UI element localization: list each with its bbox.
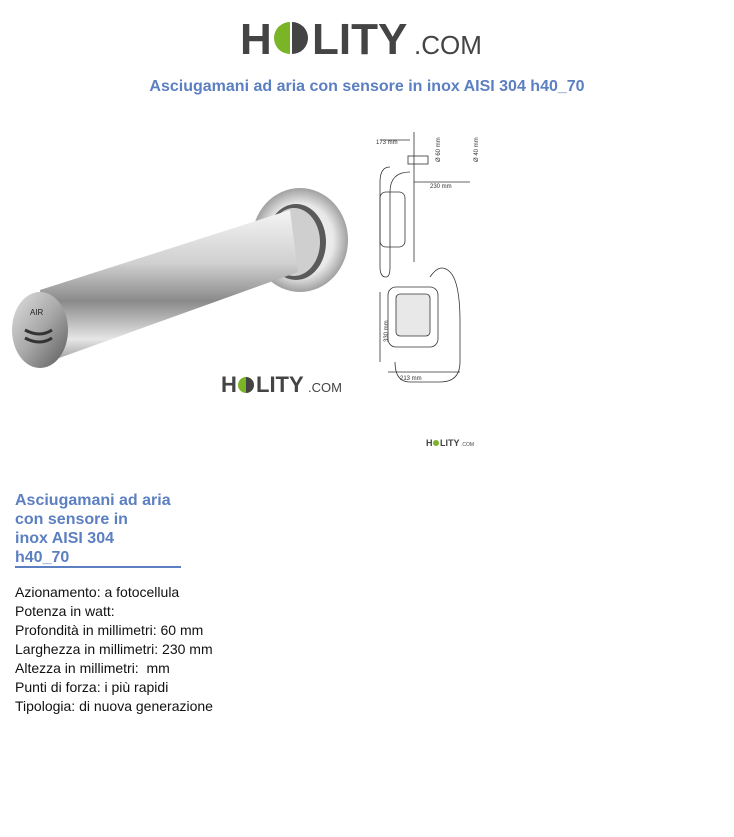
svg-text:Ø 60 mm: Ø 60 mm: [436, 137, 442, 162]
svg-text:.COM: .COM: [414, 30, 482, 60]
spec-item: Punti di forza: i più rapidi: [15, 679, 169, 695]
svg-text:H: H: [426, 438, 433, 448]
svg-text:.COM: .COM: [461, 442, 475, 448]
spec-item: Altezza in millimetri: mm: [15, 660, 170, 676]
spec-item: Potenza in watt:: [15, 603, 115, 619]
svg-text:LITY: LITY: [312, 15, 408, 64]
product-title-line: h40_70: [15, 549, 70, 566]
drawing-watermark-logo: [426, 437, 475, 449]
svg-text:173 mm: 173 mm: [376, 140, 398, 146]
technical-drawing: [370, 122, 490, 397]
svg-text:H: H: [240, 15, 272, 64]
spec-item: Larghezza in millimetri: 230 mm: [15, 641, 213, 657]
spec-list: [15, 583, 415, 716]
svg-text:LITY: LITY: [440, 438, 460, 448]
photo-watermark-logo: [221, 372, 341, 398]
svg-text:330 mm: 330 mm: [384, 320, 390, 342]
spec-item: Profondità in millimetri: 60 mm: [15, 622, 204, 638]
svg-text:LITY: LITY: [256, 372, 304, 397]
svg-text:213 mm: 213 mm: [400, 376, 422, 382]
page-title: Asciugamani ad aria con sensore in inox AISI 304 h40_70: [149, 78, 585, 95]
device-label: AIR: [30, 308, 44, 317]
product-title: [15, 491, 215, 567]
spec-item: Azionamento: a fotocellula: [15, 584, 180, 600]
product-title-line: Asciugamani ad aria: [15, 492, 171, 509]
product-title-line: inox AISI 304: [15, 530, 114, 547]
svg-text:Ø 40 mm: Ø 40 mm: [474, 137, 480, 162]
title-divider: [15, 566, 181, 568]
svg-text:.COM: .COM: [308, 380, 342, 395]
svg-text:H: H: [221, 372, 237, 397]
holity-logo: [240, 14, 485, 64]
spec-item: Tipologia: di nuova generazione: [15, 698, 213, 714]
logo-circle-icon: [274, 22, 308, 54]
svg-text:230 mm: 230 mm: [430, 184, 452, 190]
product-photo: [0, 180, 360, 380]
product-title-line: con sensore in: [15, 511, 128, 528]
